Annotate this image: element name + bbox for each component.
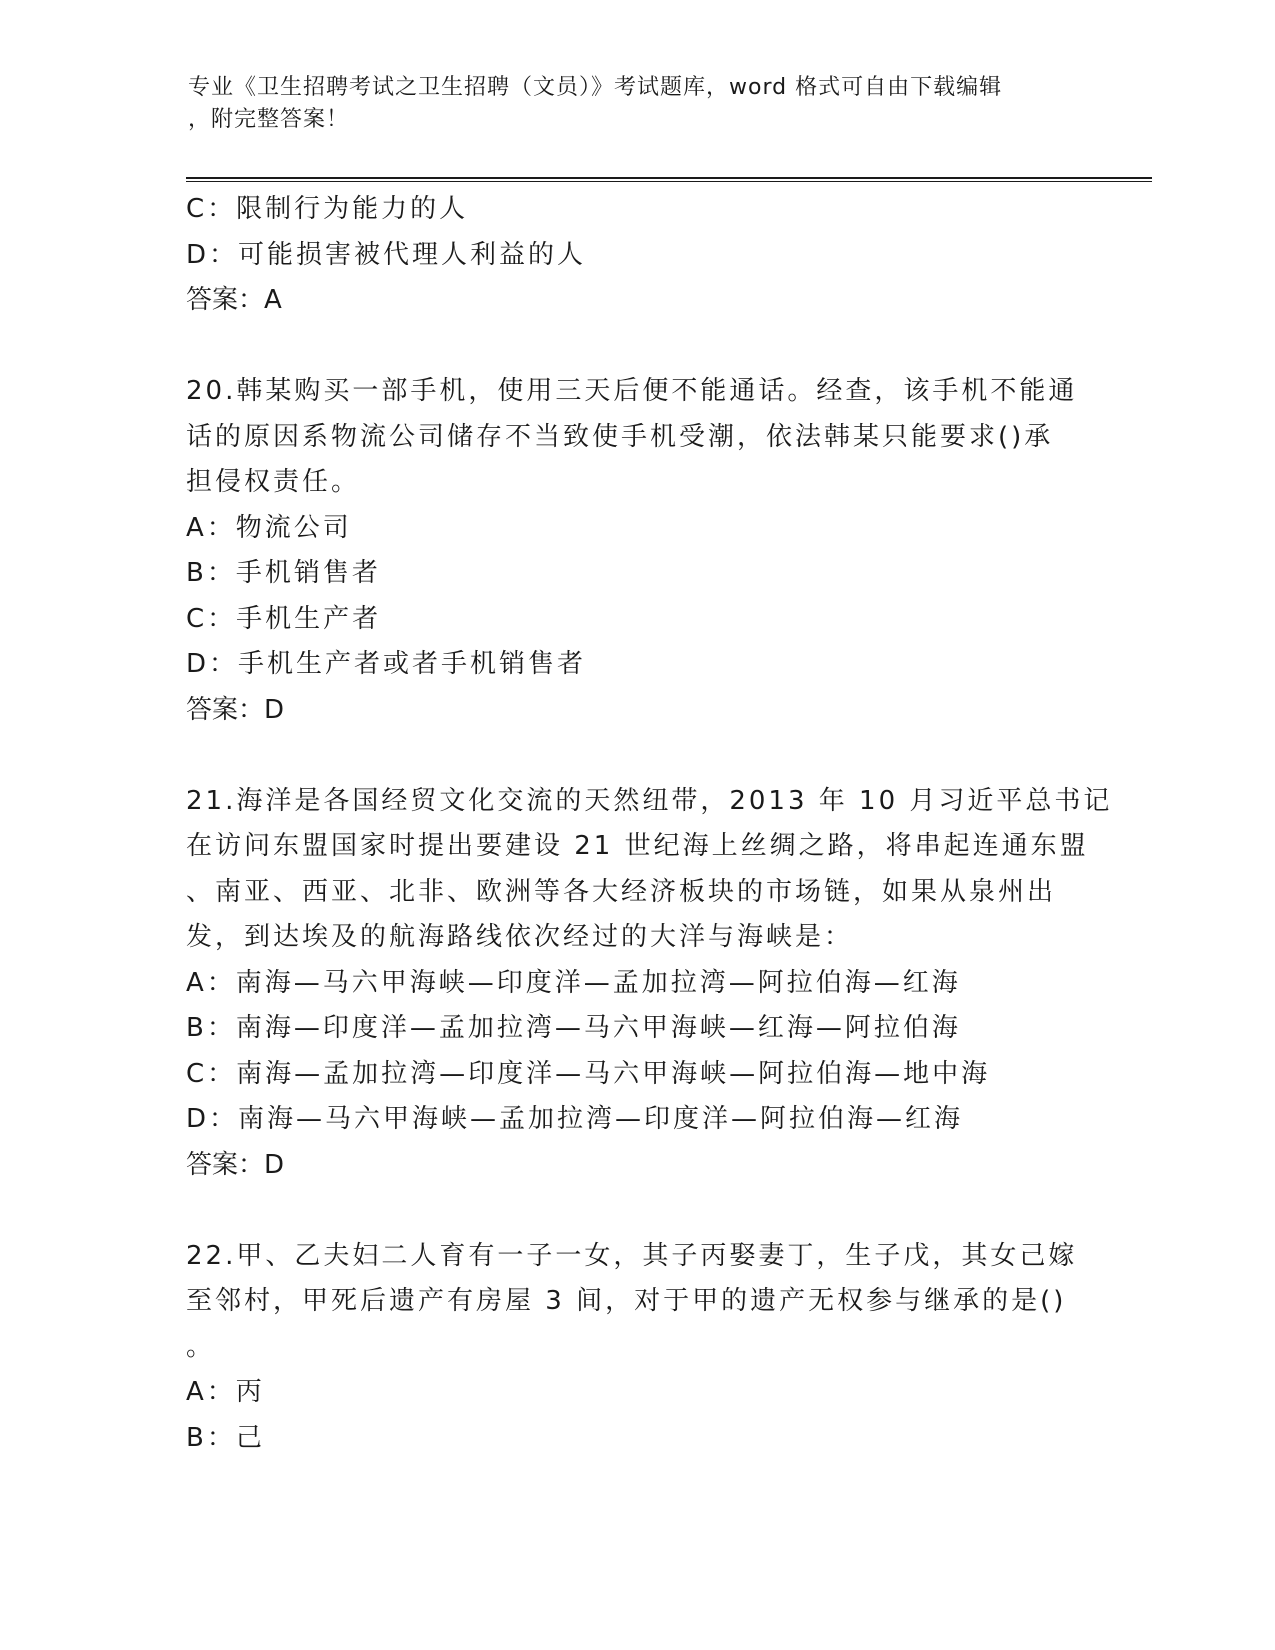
header-divider [186, 177, 1152, 182]
question-20 [186, 369, 1078, 733]
question-stem-line: 22.甲、乙夫妇二人育有一子一女，其子丙娶妻丁，生子戊，其女己嫁 [186, 1240, 1078, 1271]
option-c: C：限制行为能力的人 [186, 194, 469, 224]
option-c: C：南海—孟加拉湾—印度洋—马六甲海峡—阿拉伯海—地中海 [186, 1058, 991, 1089]
option-a: A：物流公司 [186, 512, 352, 543]
option-d: D：可能损害被代理人利益的人 [186, 239, 587, 270]
answer-label: 答案：D [186, 694, 285, 725]
option-a: A：南海—马六甲海峡—印度洋—孟加拉湾—阿拉伯海—红海 [186, 967, 961, 998]
question-stem-line: 在访问东盟国家时提出要建设 21 世纪海上丝绸之路，将串起连通东盟 [186, 831, 1089, 861]
header-line-1: 专业《卫生招聘考试之卫生招聘（文员）》考试题库，word 格式可自由下载编辑 [188, 75, 1003, 100]
question-22 [186, 1234, 1078, 1462]
question-stem-line: 21.海洋是各国经贸文化交流的天然纽带，2013 年 10 月习近平总书记 [186, 785, 1113, 816]
answer-label: 答案：A [186, 285, 282, 315]
question-stem-line: 发，到达埃及的航海路线依次经过的大洋与海峡是： [186, 922, 854, 952]
header-line-2: ，附完整答案！ [188, 107, 350, 132]
option-d: D：手机生产者或者手机销售者 [186, 649, 587, 679]
option-b: B：己 [186, 1422, 265, 1453]
option-b: B：手机销售者 [186, 558, 381, 588]
question-stem-line: 20.韩某购买一部手机，使用三天后便不能通话。经查，该手机不能通 [186, 376, 1078, 406]
spacer [186, 324, 1066, 370]
option-d: D：南海—马六甲海峡—孟加拉湾—印度洋—阿拉伯海—红海 [186, 1104, 964, 1134]
option-b: B：南海—印度洋—孟加拉湾—马六甲海峡—红海—阿拉伯海 [186, 1013, 961, 1043]
question-21 [186, 779, 1113, 1189]
question-stem-line: 、南亚、西亚、北非、欧洲等各大经济板块的市场链，如果从泉州出 [186, 876, 1057, 907]
option-c: C：手机生产者 [186, 603, 382, 634]
document-body [186, 187, 1113, 1461]
spacer [186, 733, 1066, 779]
question-stem-line: 。 [186, 1331, 216, 1362]
answer-label: 答案：D [186, 1149, 285, 1180]
question-stem-line: 话的原因系物流公司储存不当致使手机受潮，依法韩某只能要求()承 [186, 421, 1054, 452]
page-header [188, 72, 1088, 136]
spacer [186, 1188, 1066, 1234]
option-a: A：丙 [186, 1377, 265, 1407]
question-stem-line: 至邻村，甲死后遗产有房屋 3 间，对于甲的遗产无权参与继承的是() [186, 1286, 1067, 1316]
question-stem-line: 担侵权责任。 [186, 467, 361, 497]
question-19-tail [186, 187, 1066, 324]
